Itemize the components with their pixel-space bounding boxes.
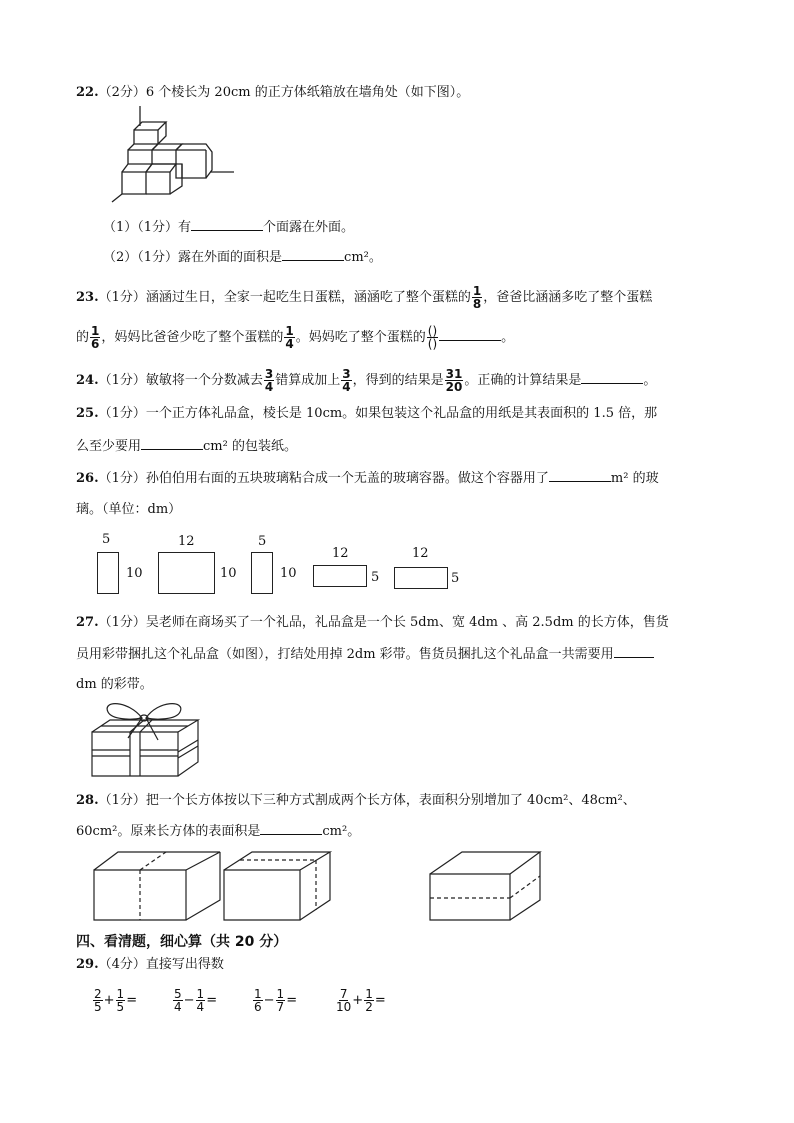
question-number: 29.: [76, 957, 99, 972]
fraction-blank[interactable]: $\frac{()}{()}$: [427, 324, 438, 351]
fraction: $\frac{1}{8}$: [472, 284, 482, 311]
question-number: 25.: [76, 406, 99, 421]
fraction: $\frac{1}{4}$: [196, 987, 205, 1014]
question-26-line-2: 璃。（单位：dm）: [76, 502, 182, 517]
question-28-line-1: 28.（1分）把一个长方体按以下三种方式割成两个长方体，表面积分别增加了 40cm²、48cm²、: [76, 793, 636, 808]
answer-blank[interactable]: [260, 822, 322, 835]
question-27-line-1: 27.（1分）吴老师在商场买了一个礼品，礼品盒是一个长 5dm、宽 4dm 、高 2.5dm 的长方体，售货: [76, 615, 669, 630]
question-27-line-2: 员用彩带捆扎这个礼品盒（如图），打结处用掉 2dm 彩带。售货员捆扎这个礼品盒一共需要用: [76, 645, 654, 664]
section-4-title: 四、看清题，细心算（共 20 分）: [76, 934, 288, 950]
calc-expression-1: $\frac{2}{5}$ + $\frac{1}{5}$ =: [94, 987, 138, 1014]
fraction: $\frac{1}{5}$: [116, 987, 125, 1014]
fraction: $\frac{3}{4}$: [342, 367, 351, 394]
gift-box-figure: [88, 698, 203, 778]
answer-blank[interactable]: [191, 218, 263, 231]
question-23-line-2: 的 $\frac{1}{6}$ ，妈妈比爸爸少吃了整个蛋糕的 $\frac{1}{4}$ 。妈妈吃了整个蛋糕的 $\frac{()}{()}$ 。: [76, 324, 515, 351]
question-number: 22.: [76, 85, 99, 100]
question-number: 23.: [76, 290, 99, 305]
fraction: $\frac{1}{7}$: [276, 987, 285, 1014]
question-29: 29.（4分）直接写出得数: [76, 957, 224, 972]
fraction: $\frac{1}{2}$: [365, 987, 373, 1014]
cuboid-cut-figure-2: [222, 850, 334, 922]
question-25-line-2: 么至少要用 cm² 的包装纸。: [76, 439, 297, 454]
fraction: $\frac{1}{6}$: [91, 324, 100, 351]
answer-blank[interactable]: [141, 437, 203, 450]
question-number: 27.: [76, 615, 99, 630]
answer-blank[interactable]: [439, 328, 501, 341]
answer-blank[interactable]: [282, 248, 344, 261]
question-24: 24.（1分）敏敏将一个分数减去 $\frac{3}{4}$ 错算成加上 $\frac{3}{4}$ ，得到的结果是 $\frac{31}{20}$ 。正确的计算结果是 。: [76, 367, 657, 394]
calc-expression-3: $\frac{1}{6}$ − $\frac{1}{7}$ =: [254, 987, 298, 1014]
fraction: $\frac{1}{6}$: [254, 987, 262, 1014]
question-number: 26.: [76, 471, 99, 486]
fraction: $\frac{3}{4}$: [264, 367, 274, 394]
question-22: [76, 84, 469, 102]
cubes-figure: [110, 104, 240, 204]
fraction: $\frac{7}{10}$: [336, 987, 352, 1014]
question-text: （2分）6 个棱长为 20cm 的正方体纸箱放在墙角处（如下图）。: [98, 85, 470, 100]
fraction: $\frac{2}{5}$: [94, 987, 102, 1014]
calc-expression-2: $\frac{5}{4}$ − $\frac{1}{4}$ =: [174, 987, 218, 1014]
question-number: 28.: [76, 793, 99, 808]
question-28-line-2: 60cm²。原来长方体的表面积是 cm²。: [76, 824, 361, 839]
question-26-line-1: 26.（1分）孙伯伯用右面的五块玻璃粘合成一个无盖的玻璃容器。做这个容器用了 m² 的玻: [76, 471, 659, 486]
cuboid-cut-figure-1: [92, 850, 224, 922]
answer-blank[interactable]: [614, 645, 654, 658]
fraction: $\frac{5}{4}$: [174, 987, 182, 1014]
answer-blank[interactable]: [581, 371, 643, 384]
answer-blank[interactable]: [549, 469, 611, 482]
question-22-part-2: （2）（1分）露在外面的面积是 cm²。: [103, 250, 382, 265]
question-25-line-1: 25.（1分）一个正方体礼品盒，棱长是 10cm。如果包装这个礼品盒的用纸是其表面积的 1.5 倍，那: [76, 406, 658, 421]
cuboid-cut-figure-3: [428, 850, 544, 922]
fraction: $\frac{31}{20}$: [445, 367, 463, 394]
question-23-line-1: 23.（1分）涵涵过生日，全家一起吃生日蛋糕，涵涵吃了整个蛋糕的 $\frac{1}{8}$ ，爸爸比涵涵多吃了整个蛋糕: [76, 284, 653, 311]
calc-expression-4: $\frac{7}{10}$ + $\frac{1}{2}$ =: [336, 987, 386, 1014]
question-22-part-1: （1）（1分）有 个面露在外面。: [103, 220, 355, 235]
fraction: $\frac{1}{4}$: [285, 324, 294, 351]
question-number: 24.: [76, 373, 99, 388]
question-27-line-3: dm 的彩带。: [76, 677, 153, 692]
